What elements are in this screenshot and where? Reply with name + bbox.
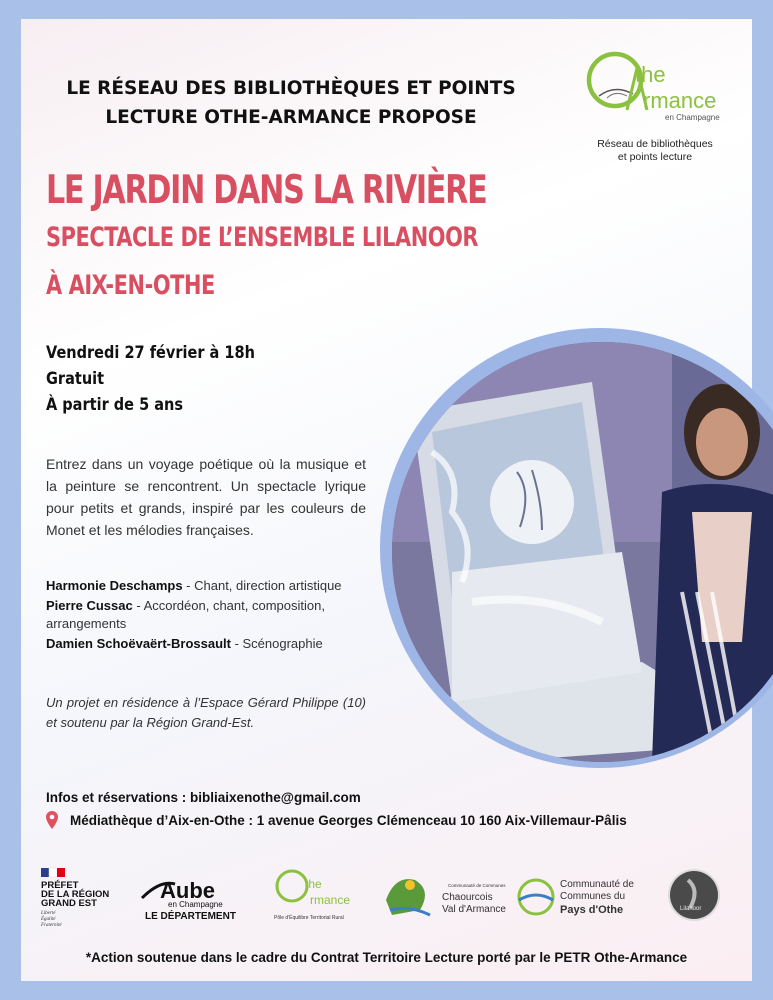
event-price: Gratuit [46, 369, 105, 388]
svg-text:the: the [305, 877, 322, 891]
venue-address [46, 811, 627, 829]
location-pin-icon [46, 811, 58, 829]
prefet-motto-2: Égalité [41, 917, 56, 922]
logo-subtitle [590, 138, 720, 164]
event-date: Vendredi 27 février à 18h [46, 343, 255, 362]
chaourcois-top: Communauté de Communes [448, 883, 506, 888]
credit-name: Damien Schoëvaërt-Brossault [46, 636, 231, 651]
prefet-line-1: PRÉFET [41, 880, 79, 891]
event-title: LE JARDIN DANS LA RIVIÈRE [46, 168, 487, 213]
pays-othe-logo [519, 879, 634, 916]
event-age: À partir de 5 ans [46, 395, 184, 414]
credit-role: - Accordéon, chant, composition, arrangements [46, 598, 325, 631]
credit-item [46, 635, 376, 653]
credit-name: Harmonie Deschamps [46, 578, 183, 593]
logo-text-rmance: rmance [643, 88, 717, 113]
residency-note: Un projet en résidence à l’Espace Gérard Philippe (10) et soutenu par la Région Grand-Est. [46, 695, 366, 730]
prefet-line-2: DE LA RÉGION [41, 889, 110, 900]
aube-dept: LE DÉPARTEMENT [145, 911, 236, 922]
prefet-line-3: GRAND EST [41, 898, 97, 909]
petr-caption: Pôle d'Équilibre Territorial Rural [274, 915, 344, 921]
credit-name: Pierre Cussac [46, 598, 133, 613]
prefet-logo [40, 868, 109, 928]
event-description: Entrez dans un voyage poétique où la musique et la peinture se rencontrent. Un spectacle lyrique pour petits et grands, inspiré par les couleurs de Monet et les mélodies françaises. [46, 456, 366, 538]
header-line-1: LE RÉSEAU DES BIBLIOTHÈQUES ET POINTS [66, 78, 516, 99]
chaourcois-name-2: Val d'Armance [442, 904, 506, 915]
logo-text-the: the [635, 62, 666, 87]
credits-list [46, 577, 376, 655]
credit-item [46, 577, 376, 595]
logo-tagline: en Champagne [665, 113, 720, 122]
event-title-block [46, 168, 558, 310]
credit-item [46, 597, 376, 633]
lilanoor-logo [668, 869, 720, 921]
pays-othe-3: Pays d'Othe [560, 904, 624, 916]
pays-othe-2: Communes du [560, 891, 626, 902]
credit-role: - Scénographie [230, 636, 323, 651]
svg-text:rmance: rmance [310, 893, 351, 907]
event-location: À AIX-EN-OTHE [46, 270, 215, 301]
footer-note: *Action soutenue dans le cadre du Contrat Territoire Lecture porté par le PETR Othe-Armance [85, 950, 688, 965]
lilanoor-name: Lilanoor [680, 906, 702, 912]
chaourcois-name: Chaourcois [442, 892, 493, 903]
address-text: Médiathèque d’Aix-en-Othe : 1 avenue Georges Clémenceau 10 160 Aix-Villemaur-Pâlis [70, 812, 627, 828]
aube-logo [142, 878, 236, 922]
chaourcois-logo [386, 879, 506, 915]
logo-subtitle-1: Réseau de bibliothèques [597, 138, 713, 150]
event-subtitle: SPECTACLE DE L’ENSEMBLE LILANOOR [46, 222, 479, 253]
prefet-motto-1: Liberté [41, 911, 56, 916]
header-line-2: LECTURE OTHE-ARMANCE PROPOSE [105, 107, 477, 128]
petr-logo [274, 871, 350, 921]
event-details [46, 340, 255, 418]
partner-logos-strip [0, 860, 773, 930]
aube-sub: en Champagne [168, 900, 223, 909]
logo-subtitle-2: et points lecture [617, 151, 693, 163]
credit-role: - Chant, direction artistique [182, 578, 342, 593]
pays-othe-1: Communauté de [560, 879, 634, 890]
contact-info: Infos et réservations : bibliaixenothe@gmail.com [46, 790, 361, 805]
prefet-motto-3: Fraternité [41, 923, 62, 928]
organizer-header [56, 74, 526, 132]
aube-name: Aube [160, 878, 215, 903]
partner-logos [0, 860, 773, 930]
